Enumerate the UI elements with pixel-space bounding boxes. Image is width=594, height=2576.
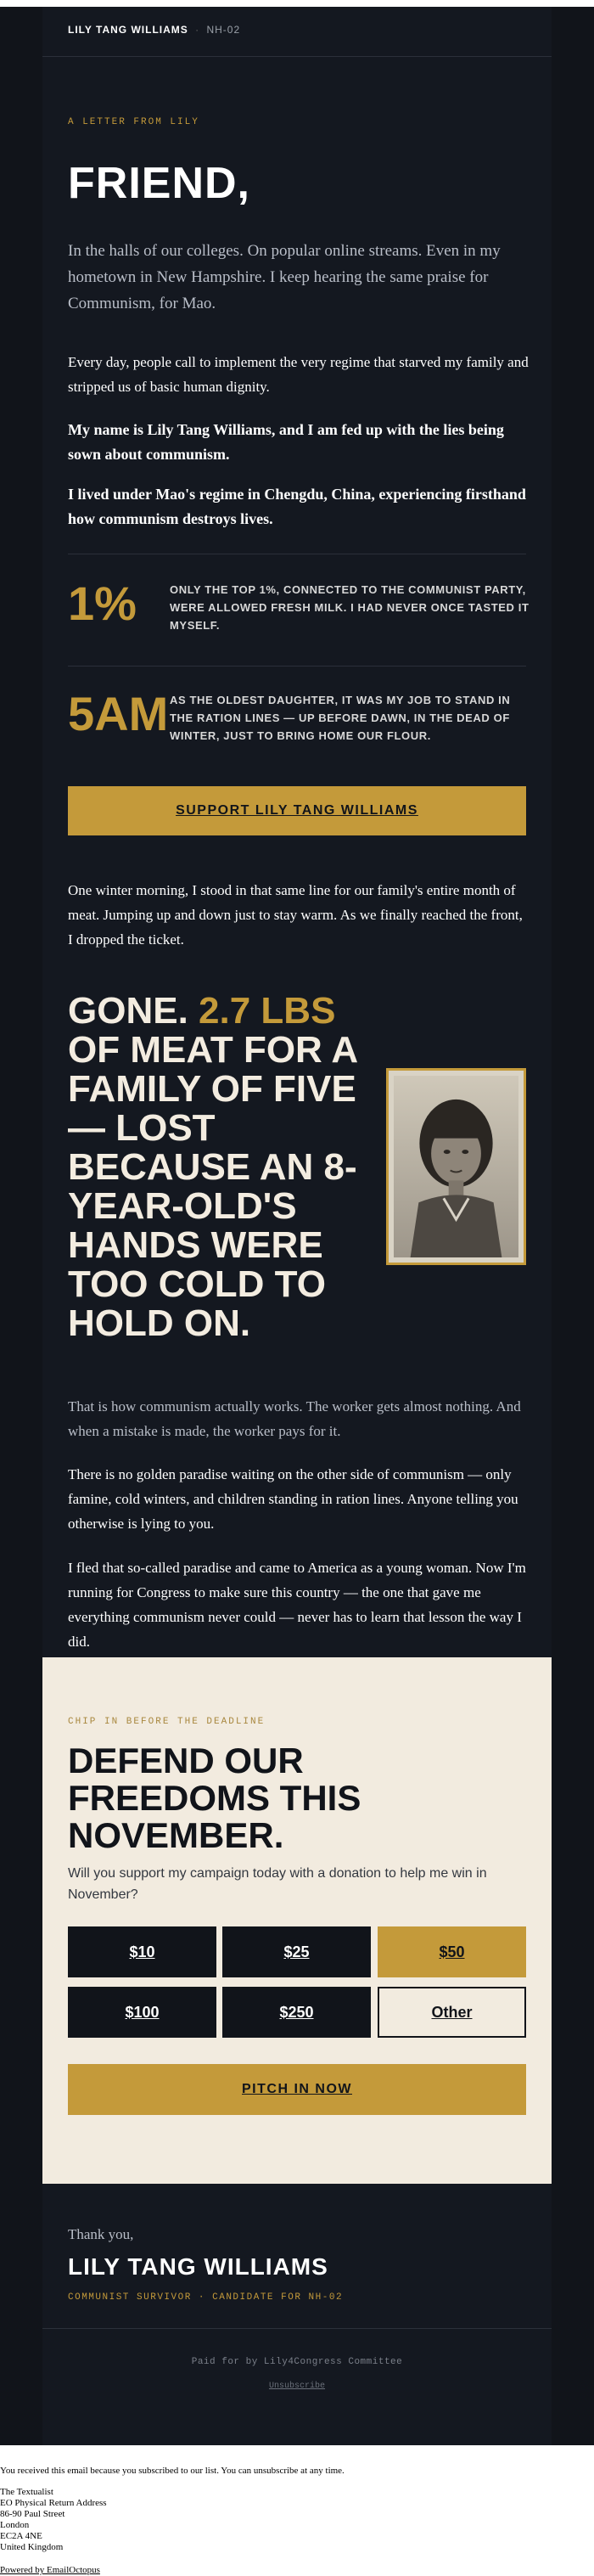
amount-button-250[interactable]: $250 xyxy=(222,1987,371,2038)
header-separator: · xyxy=(195,24,200,36)
paragraph-3: I lived under Mao's regime in Chengdu, China, experiencing firsthand how communism destroys lives. xyxy=(68,486,526,527)
address-line: United Kingdom xyxy=(0,2542,64,2552)
stat-text-1: ONLY THE TOP 1%, CONNECTED TO THE COMMUNIST PARTY, WERE ALLOWED FRESH MILK. I HAD NEVER ONCE TASTED IT MYSELF. xyxy=(170,583,530,632)
header-divider xyxy=(42,56,552,57)
subscription-notice: You received this email because you subscribed to our list. You can unsubscribe at any time. xyxy=(0,2466,345,2476)
postal-address xyxy=(0,2487,594,2553)
address-line: The Textualist xyxy=(0,2487,53,2497)
address-line: EC2A 4NE xyxy=(0,2531,42,2541)
pitch-in-button[interactable]: PITCH IN NOW xyxy=(68,2064,526,2115)
donate-eyebrow: CHIP IN BEFORE THE DEADLINE xyxy=(68,1717,266,1727)
letter-eyebrow: A LETTER FROM LILY xyxy=(68,117,199,127)
email-body xyxy=(0,7,594,2445)
address-line: EO Physical Return Address xyxy=(0,2498,107,2508)
stat-text-2: AS THE OLDEST DAUGHTER, IT WAS MY JOB TO STAND IN THE RATION LINES — UP BEFORE DAWN, IN THE DEAD OF WINTER, JUST TO BRING HOME OUR FLOUR. xyxy=(170,694,511,742)
amount-button-50[interactable]: $50 xyxy=(378,1926,526,1977)
powered-by-link[interactable]: Powered by EmailOctopus xyxy=(0,2565,100,2575)
amount-button-100[interactable]: $100 xyxy=(68,1987,216,2038)
stat-number-1: 1% xyxy=(68,577,137,630)
paragraph-4: One winter morning, I stood in that same line for our family's entire month of meat. Jumping up and down just to stay warm. As we finally reached the front, I dropped the ticket. xyxy=(68,882,523,948)
donate-ask: Will you support my campaign today with a donation to help me win in November? xyxy=(68,1866,487,1902)
donate-title: DEFEND OUR FREEDOMS THIS NOVEMBER. xyxy=(68,1741,361,1855)
gone-lead: GONE. xyxy=(68,990,199,1032)
footer-divider xyxy=(42,2328,552,2329)
header-name: LILY TANG WILLIAMS xyxy=(68,24,188,36)
unsubscribe-link[interactable]: Unsubscribe xyxy=(268,2382,325,2391)
legal-footer xyxy=(0,2445,594,2576)
lead-paragraph: In the halls of our colleges. On popular online streams. Even in my hometown in New Hampshire. I keep hearing the same praise for Communism, for Mao. xyxy=(68,242,501,312)
amount-button-25[interactable]: $25 xyxy=(222,1926,371,1977)
paragraph-2: My name is Lily Tang Williams, and I am fed up with the lies being sown about communism. xyxy=(68,421,504,463)
paid-for-disclaimer: Paid for by Lily4Congress Committee xyxy=(191,2357,403,2367)
gone-headline xyxy=(68,992,390,1343)
signature-name: LILY TANG WILLIAMS xyxy=(68,2253,328,2280)
stat-number-2: 5AM xyxy=(68,687,169,740)
amount-button-10[interactable]: $10 xyxy=(68,1926,216,1977)
paragraph-6: There is no golden paradise waiting on the other side of communism — only famine, cold winters, and children standing in ration lines. Anyone telling you otherwise is lying to you. xyxy=(68,1466,518,1532)
signature-subtitle: COMMUNIST SURVIVOR · CANDIDATE FOR NH-02 xyxy=(68,2292,344,2303)
closing-thanks: Thank you, xyxy=(68,2226,134,2242)
gone-highlight: 2.7 LBS xyxy=(199,990,336,1032)
email-header xyxy=(68,24,240,36)
paragraph-1: Every day, people call to implement the very regime that starved my family and stripped us of basic human dignity. xyxy=(68,354,529,395)
donation-card xyxy=(42,1657,552,2184)
top-margin xyxy=(0,0,594,7)
support-button[interactable]: SUPPORT LILY TANG WILLIAMS xyxy=(68,786,526,835)
childhood-photo xyxy=(386,1068,526,1265)
amount-button-other[interactable]: Other xyxy=(378,1987,526,2038)
paragraph-5: That is how communism actually works. The worker gets almost nothing. And when a mistake is made, the worker pays for it. xyxy=(68,1398,521,1439)
address-line: 86-90 Paul Street xyxy=(0,2509,65,2519)
greeting-title: FRIEND, xyxy=(68,159,250,208)
paragraph-7: I fled that so-called paradise and came to America as a young woman. Now I'm running for Congress to make sure this country — the one that gave me everything communism never could — never has to learn that lesson the way I did. xyxy=(68,1560,526,1650)
gone-rest: OF MEAT FOR A FAMILY OF FIVE — LOST BECAUSE AN 8-YEAR-OLD'S HANDS WERE TOO COLD TO HOLD ON. xyxy=(68,1029,357,1344)
address-line: London xyxy=(0,2520,30,2530)
portrait-image xyxy=(394,1076,518,1257)
header-district: NH-02 xyxy=(206,24,241,36)
